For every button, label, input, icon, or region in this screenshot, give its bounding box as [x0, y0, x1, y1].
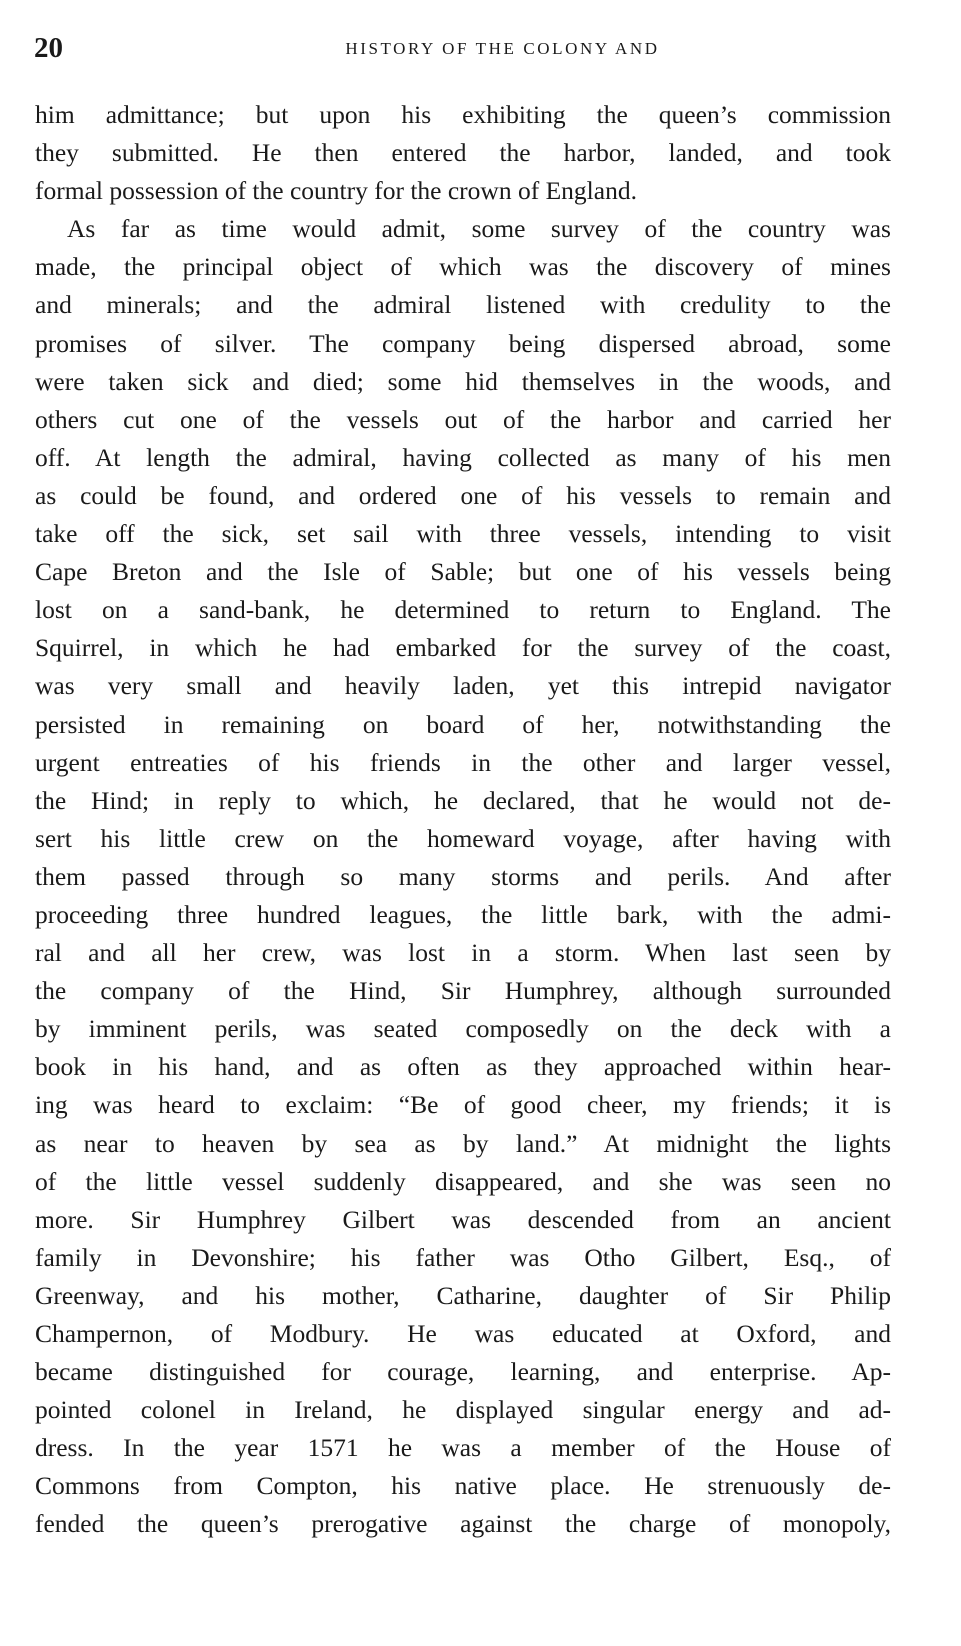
text-line: Squirrel, in which he had embarked for the survey of the coast,	[35, 633, 891, 663]
text-line: fended the queen’s prerogative against the charge of monopoly,	[35, 1509, 891, 1539]
text-line: persisted in remaining on board of her, notwithstanding the	[35, 709, 891, 739]
text-line: they submitted. He then entered the harbor, landed, and took	[35, 138, 891, 168]
text-line: by imminent perils, was seated composedly on the deck with a	[35, 1014, 891, 1044]
text-line: Greenway, and his mother, Catharine, daughter of Sir Philip	[35, 1280, 891, 1310]
text-line: the Hind; in reply to which, he declared, that he would not de-	[35, 785, 891, 815]
text-line: was very small and heavily laden, yet this intrepid navigator	[35, 671, 891, 701]
text-line: as could be found, and ordered one of his vessels to remain and	[35, 480, 891, 510]
text-line: the company of the Hind, Sir Humphrey, although surrounded	[35, 976, 891, 1006]
text-line: formal possession of the country for the crown of England.	[35, 176, 637, 206]
text-line: dress. In the year 1571 he was a member of the House of	[35, 1433, 891, 1463]
text-line: him admittance; but upon his exhibiting the queen’s commission	[35, 100, 891, 129]
running-head	[34, 30, 916, 66]
text-line: ral and all her crew, was lost in a storm. When last seen by	[35, 938, 891, 968]
text-line: Commons from Compton, his native place. He strenuously de-	[35, 1471, 891, 1501]
text-line: them passed through so many storms and perils. And after	[35, 861, 891, 891]
text-line: lost on a sand-bank, he determined to return to England. The	[35, 595, 891, 625]
text-line: Cape Breton and the Isle of Sable; but one of his vessels being	[35, 557, 891, 587]
text-line: others cut one of the vessels out of the harbor and carried her	[35, 404, 891, 434]
text-line: more. Sir Humphrey Gilbert was descended from an ancient	[35, 1204, 891, 1234]
text-line: made, the principal object of which was the discovery of mines	[35, 252, 891, 282]
page-number: 20	[34, 32, 63, 64]
text-line: ing was heard to exclaim: “Be of good cheer, my friends; it is	[35, 1090, 891, 1120]
body-text	[35, 96, 891, 1544]
text-line: take off the sick, set sail with three vessels, intending to visit	[35, 519, 891, 549]
text-line: off. At length the admiral, having collected as many of his men	[35, 442, 891, 472]
text-line: book in his hand, and as often as they approached within hear-	[35, 1052, 891, 1082]
text-line: family in Devonshire; his father was Otho Gilbert, Esq., of	[35, 1242, 891, 1272]
text-line: sert his little crew on the homeward voyage, after having with	[35, 823, 891, 853]
text-line: as near to heaven by sea as by land.” At midnight the lights	[35, 1128, 891, 1158]
text-line: proceeding three hundred leagues, the little bark, with the admi-	[35, 899, 891, 929]
running-title: HISTORY OF THE COLONY AND	[345, 39, 660, 58]
text-line: of the little vessel suddenly disappeared, and she was seen no	[35, 1166, 891, 1196]
text-line: Champernon, of Modbury. He was educated at Oxford, and	[35, 1319, 891, 1348]
text-line: were taken sick and died; some hid themselves in the woods, and	[35, 366, 891, 396]
text-line: As far as time would admit, some survey of the country was	[67, 214, 891, 244]
text-line: and minerals; and the admiral listened with credulity to the	[35, 290, 891, 320]
text-line: promises of silver. The company being dispersed abroad, some	[35, 328, 891, 358]
text-line: pointed colonel in Ireland, he displayed singular energy and ad-	[35, 1395, 891, 1425]
text-line: urgent entreaties of his friends in the other and larger vessel,	[35, 747, 891, 777]
text-line: became distinguished for courage, learning, and enterprise. Ap-	[35, 1357, 891, 1387]
